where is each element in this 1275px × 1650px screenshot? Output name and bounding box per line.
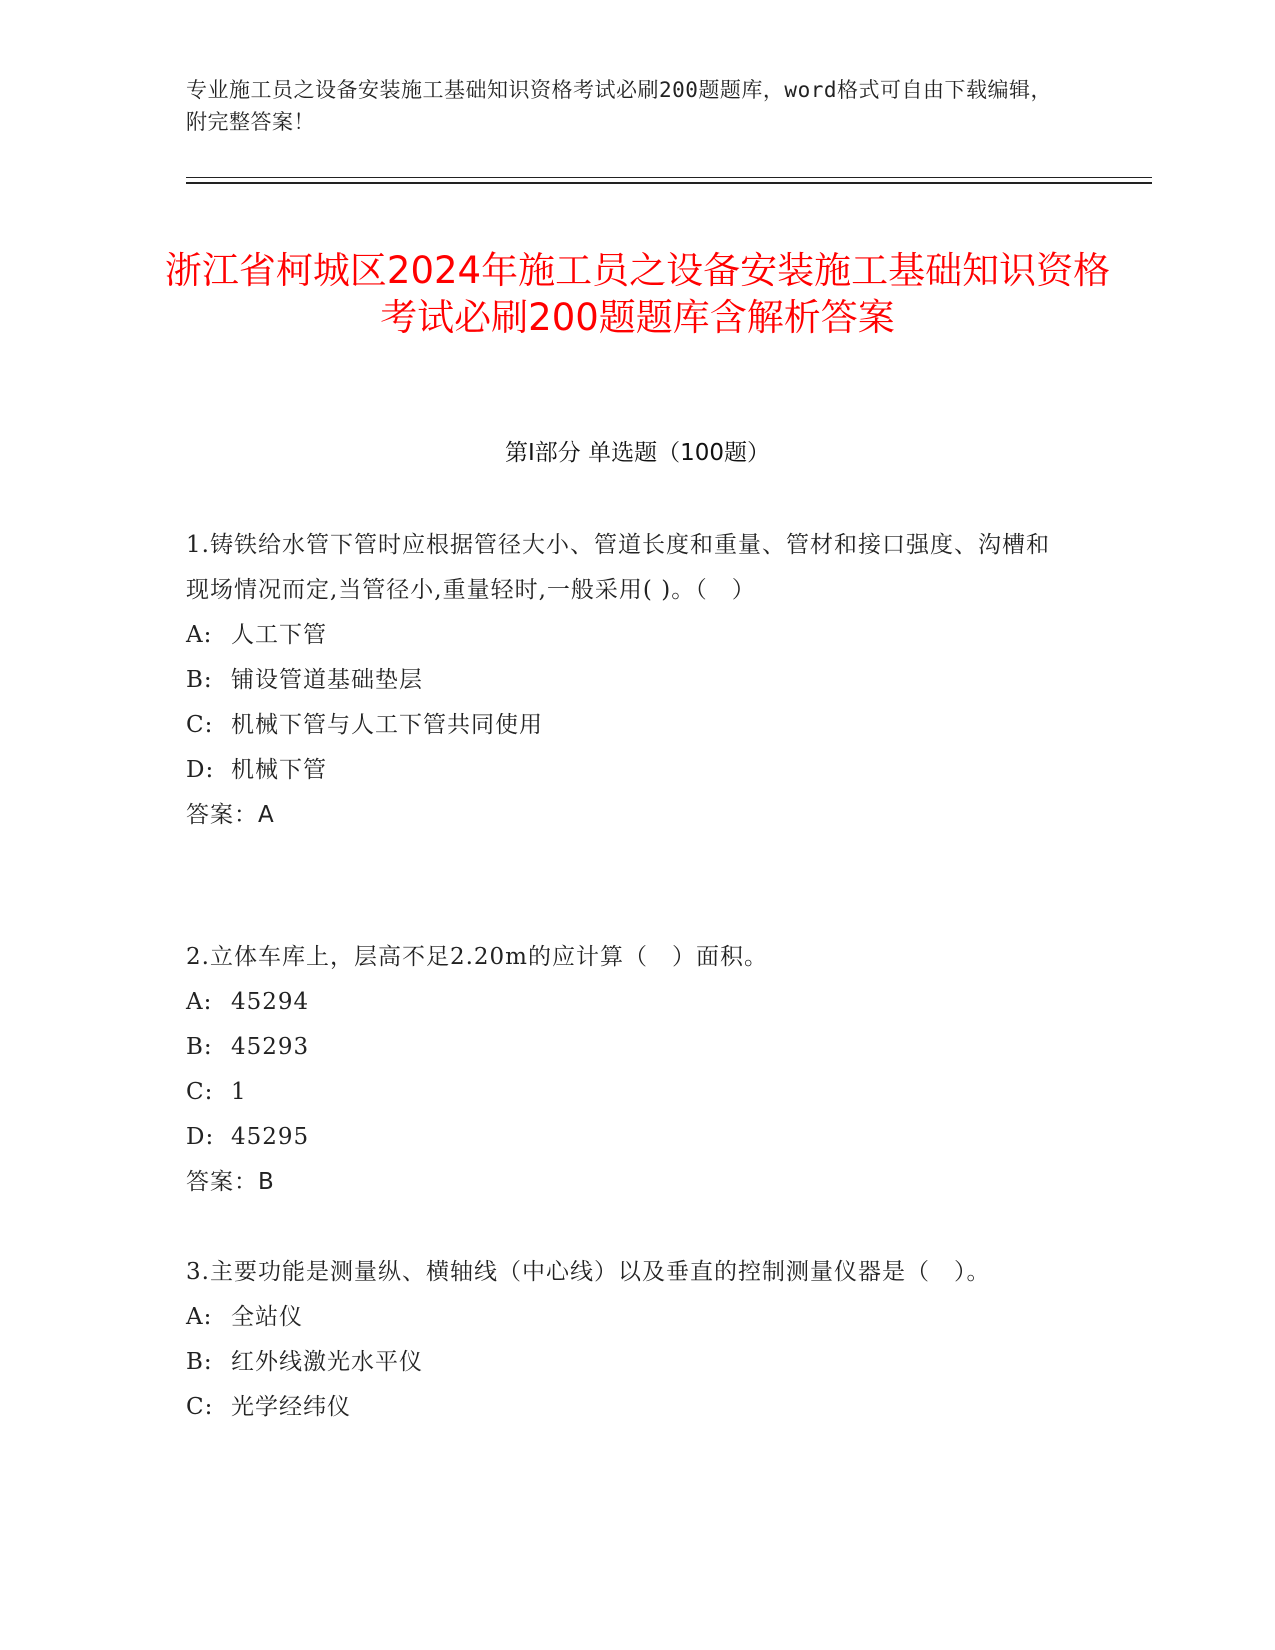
option-text: 45294: [231, 989, 310, 1015]
question-1: [186, 523, 1066, 838]
question-stem: 2.立体车库上，层高不足2.20m的应计算（ ）面积。: [186, 944, 768, 970]
option-text: 铺设管道基础垫层: [231, 667, 423, 693]
header-divider-thin: [186, 177, 1152, 178]
option-a: [186, 613, 1066, 658]
question-stem: 1.铸铁给水管下管时应根据管径大小、管道长度和重量、管材和接口强度、沟槽和现场情况而定,当管径小,重量轻时,一般采用( )。（ ）: [186, 532, 1050, 603]
option-text: 光学经纬仪: [231, 1394, 351, 1420]
option-key: C:: [186, 1079, 214, 1105]
question-stem: 3.主要功能是测量纵、横轴线（中心线）以及垂直的控制测量仪器是（ ）。: [186, 1259, 991, 1285]
option-b: [186, 1340, 1066, 1385]
answer-line: 答案：A: [186, 802, 275, 828]
option-a: [186, 980, 1066, 1025]
option-key: A:: [186, 989, 213, 1015]
option-c: [186, 1070, 1066, 1115]
option-text: 机械下管与人工下管共同使用: [231, 712, 543, 738]
option-text: 全站仪: [231, 1304, 303, 1330]
header-divider-thick: [186, 182, 1152, 184]
option-c: [186, 1385, 1066, 1430]
option-key: C:: [186, 712, 214, 738]
option-key: B:: [186, 1349, 213, 1375]
option-b: [186, 1025, 1066, 1070]
option-key: A:: [186, 622, 213, 648]
option-text: 红外线激光水平仪: [231, 1349, 423, 1375]
option-key: B:: [186, 667, 213, 693]
question-3: [186, 1250, 1066, 1430]
option-c: [186, 703, 1066, 748]
option-text: 机械下管: [231, 757, 327, 783]
option-text: 1: [231, 1079, 247, 1105]
section-heading: 第Ⅰ部分 单选题（100题）: [505, 440, 770, 466]
option-a: [186, 1295, 1066, 1340]
option-text: 45293: [231, 1034, 310, 1060]
option-key: B:: [186, 1034, 213, 1060]
option-text: 人工下管: [231, 622, 327, 648]
option-d: [186, 748, 1066, 793]
option-key: A:: [186, 1304, 213, 1330]
document-title: 浙江省柯城区2024年施工员之设备安装施工基础知识资格考试必刷200题题库含解析答案: [164, 248, 1111, 339]
answer-line: 答案：B: [186, 1169, 275, 1195]
option-text: 45295: [231, 1124, 310, 1150]
option-d: [186, 1115, 1066, 1160]
option-key: D:: [186, 1124, 215, 1150]
option-key: D:: [186, 757, 215, 783]
question-2: [186, 935, 1066, 1205]
option-b: [186, 658, 1066, 703]
header-note: 专业施工员之设备安装施工基础知识资格考试必刷200题题库，word格式可自由下载编辑，附完整答案！: [186, 78, 1052, 134]
option-key: C:: [186, 1394, 214, 1420]
